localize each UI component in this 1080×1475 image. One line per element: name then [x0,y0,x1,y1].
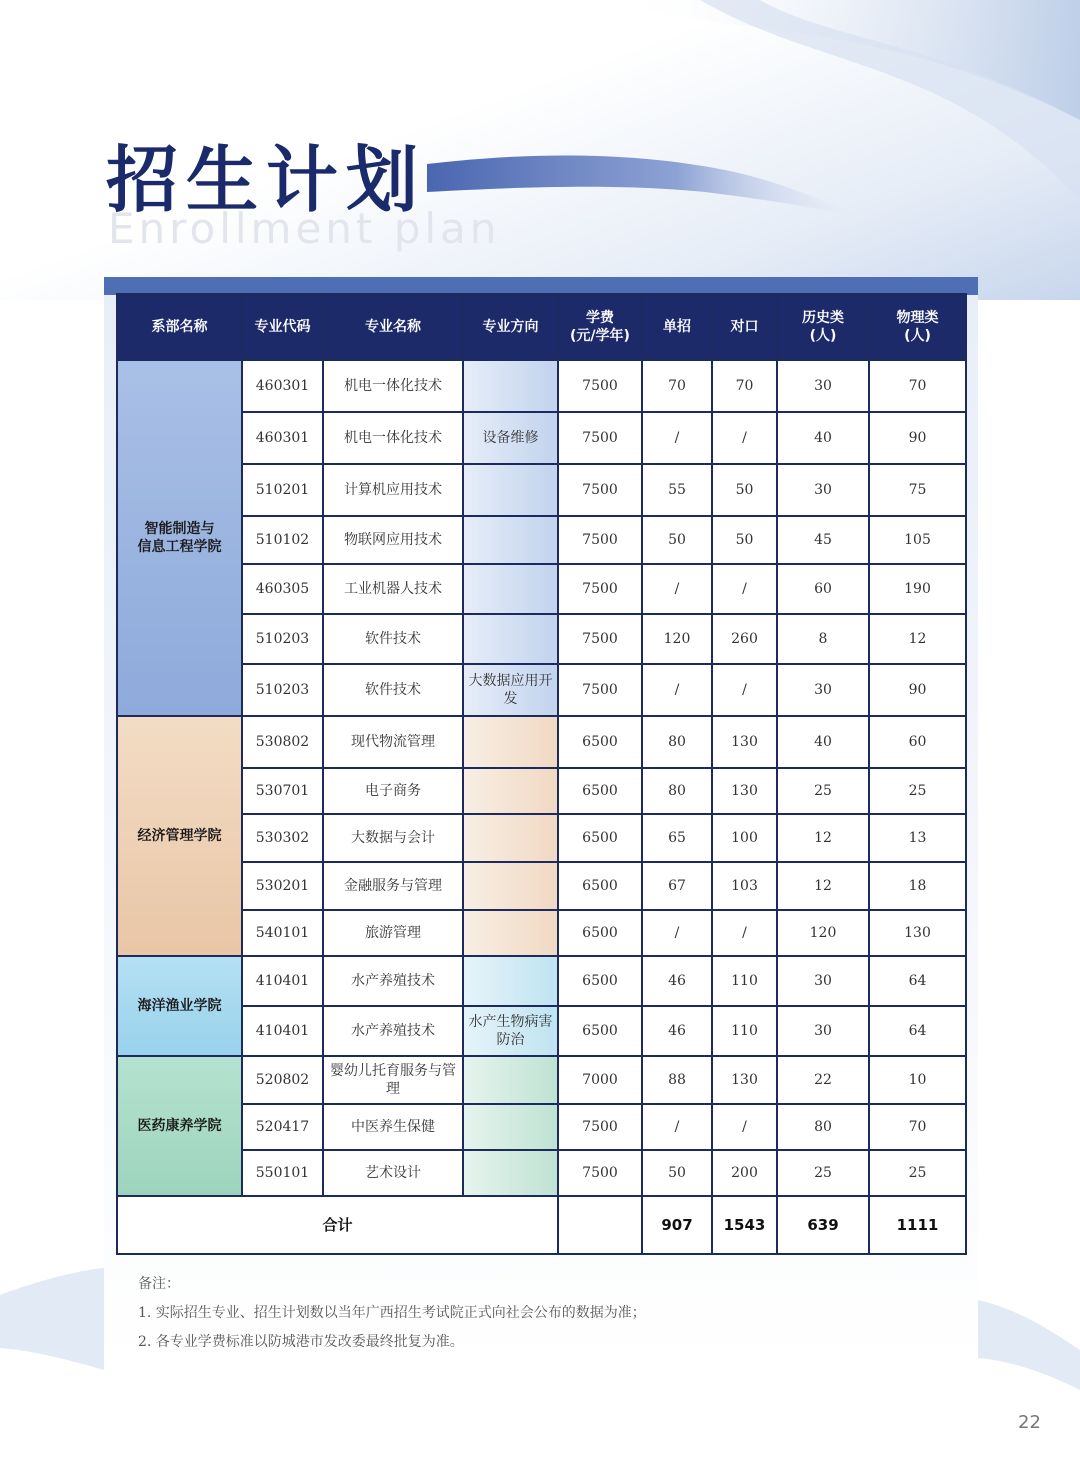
table-row [117,956,966,1006]
cell-physics: 75 [869,464,966,516]
cell-code: 530201 [242,862,323,910]
header-fee-line2: (元/学年) [570,328,630,344]
cell-physics: 190 [869,564,966,614]
cell-single: 65 [642,814,712,862]
cell-fee: 7000 [558,1056,642,1104]
cell-fee: 7500 [558,564,642,614]
footer-wave-decoration [0,1240,1080,1475]
cell-code: 530701 [242,768,323,814]
cell-code: 530802 [242,716,323,768]
cell-history: 40 [777,412,869,464]
page-number: 22 [1018,1412,1041,1433]
page-subtitle: Enrollment plan [108,204,501,253]
cell-single: 80 [642,768,712,814]
notes-line-1: 1. 实际招生专业、招生计划数以当年广西招生考试院正式向社会公布的数据为准； [138,1305,646,1321]
cell-code: 510203 [242,664,323,716]
cell-single: 67 [642,862,712,910]
cell-direction: 大数据应用开发 [463,664,558,716]
cell-dual: 110 [712,956,777,1006]
cell-fee: 7500 [558,614,642,664]
cell-dual: 110 [712,1006,777,1056]
cell-dual: / [712,1104,777,1150]
cell-single: 80 [642,716,712,768]
cell-code: 520417 [242,1104,323,1150]
table-row [117,564,966,614]
cell-major: 水产养殖技术 [323,956,463,1006]
header-history-line1: 历史类 [802,310,844,326]
cell-major: 中医养生保健 [323,1104,463,1150]
cell-code: 460305 [242,564,323,614]
cell-physics: 18 [869,862,966,910]
cell-dual: 130 [712,768,777,814]
table-header-row [117,294,966,360]
cell-fee: 7500 [558,1104,642,1150]
cell-direction: 设备维修 [463,412,558,464]
dept-name-line1: 智能制造与 [144,521,215,537]
cell-dual: 130 [712,1056,777,1104]
cell-major: 机电一体化技术 [323,360,463,412]
header-physics-line1: 物理类 [896,310,939,326]
cell-physics: 70 [869,1104,966,1150]
table-row [117,516,966,564]
cell-code: 530302 [242,814,323,862]
cell-fee: 7500 [558,1150,642,1196]
header-dual: 对口 [712,294,777,360]
header-physics-line2: (人) [904,328,931,344]
cell-fee: 6500 [558,862,642,910]
cell-history: 45 [777,516,869,564]
cell-major: 机电一体化技术 [323,412,463,464]
cell-code: 410401 [242,956,323,1006]
cell-physics: 25 [869,768,966,814]
cell-history: 80 [777,1104,869,1150]
cell-fee: 6500 [558,814,642,862]
table-row [117,716,966,768]
cell-dual: / [712,412,777,464]
table-row [117,360,966,412]
enrollment-table [116,293,967,1255]
cell-fee: 6500 [558,768,642,814]
cell-physics: 130 [869,910,966,956]
cell-dual: 70 [712,360,777,412]
cell-history: 30 [777,1006,869,1056]
cell-major: 现代物流管理 [323,716,463,768]
cell-single: 46 [642,956,712,1006]
cell-major: 软件技术 [323,664,463,716]
cell-major: 物联网应用技术 [323,516,463,564]
cell-fee: 6500 [558,956,642,1006]
cell-direction [463,1056,558,1104]
cell-major: 电子商务 [323,768,463,814]
cell-history: 12 [777,814,869,862]
cell-history: 40 [777,716,869,768]
cell-direction: 水产生物病害防治 [463,1006,558,1056]
cell-code: 460301 [242,412,323,464]
cell-physics: 90 [869,664,966,716]
cell-code: 520802 [242,1056,323,1104]
total-history: 639 [777,1196,869,1254]
table-row [117,664,966,716]
cell-dual: / [712,664,777,716]
header-code: 专业代码 [242,294,323,360]
cell-physics: 10 [869,1056,966,1104]
cell-dual: 200 [712,1150,777,1196]
cell-direction [463,862,558,910]
cell-single: / [642,1104,712,1150]
cell-fee: 6500 [558,910,642,956]
cell-physics: 105 [869,516,966,564]
cell-major: 大数据与会计 [323,814,463,862]
total-label: 合计 [117,1196,558,1254]
cell-direction [463,1150,558,1196]
cell-physics: 12 [869,614,966,664]
cell-fee: 6500 [558,1006,642,1056]
cell-major: 旅游管理 [323,910,463,956]
header-history [777,294,869,360]
cell-direction [463,1104,558,1150]
header-history-line2: (人) [809,328,837,344]
dept-cell [117,360,242,716]
cell-physics: 60 [869,716,966,768]
cell-direction [463,516,558,564]
header-single: 单招 [642,294,712,360]
cell-dual: 260 [712,614,777,664]
cell-physics: 90 [869,412,966,464]
cell-fee: 7500 [558,664,642,716]
dept-cell [117,956,242,1056]
cell-single: / [642,910,712,956]
cell-dual: 50 [712,516,777,564]
header-fee [558,294,642,360]
page-title: 招生计划 [106,138,427,222]
cell-physics: 25 [869,1150,966,1196]
header-physics [869,294,966,360]
cell-physics: 70 [869,360,966,412]
cell-major: 金融服务与管理 [323,862,463,910]
dept-name-line1: 医药康养学院 [137,1118,222,1134]
dept-name-line1: 海洋渔业学院 [137,998,222,1014]
cell-single: 55 [642,464,712,516]
cell-history: 8 [777,614,869,664]
notes-heading: 备注： [138,1276,180,1292]
cell-single: 50 [642,516,712,564]
cell-major: 计算机应用技术 [323,464,463,516]
cell-dual: 130 [712,716,777,768]
cell-direction [463,814,558,862]
header-fee-line1: 学费 [586,310,614,326]
cell-major: 婴幼儿托育服务与管理 [323,1056,463,1104]
total-physics: 1111 [869,1196,966,1254]
table-row [117,1104,966,1150]
cell-history: 25 [777,1150,869,1196]
cell-code: 460301 [242,360,323,412]
cell-single: 70 [642,360,712,412]
cell-history: 30 [777,464,869,516]
cell-history: 30 [777,956,869,1006]
cell-major: 水产养殖技术 [323,1006,463,1056]
table-row [117,1150,966,1196]
cell-physics: 64 [869,1006,966,1056]
cell-single: 50 [642,1150,712,1196]
cell-code: 510201 [242,464,323,516]
cell-direction [463,464,558,516]
cell-single: / [642,564,712,614]
cell-major: 工业机器人技术 [323,564,463,614]
cell-physics: 13 [869,814,966,862]
cell-major: 软件技术 [323,614,463,664]
cell-fee: 7500 [558,464,642,516]
cell-direction [463,360,558,412]
cell-physics: 64 [869,956,966,1006]
cell-history: 30 [777,360,869,412]
total-dual: 1543 [712,1196,777,1254]
cell-dual: 50 [712,464,777,516]
dept-name-line1: 经济管理学院 [137,828,222,844]
table-row [117,910,966,956]
cell-direction [463,768,558,814]
dept-cell [117,716,242,956]
cell-history: 60 [777,564,869,614]
cell-code: 510102 [242,516,323,564]
cell-direction [463,614,558,664]
cell-single: / [642,664,712,716]
cell-single: 120 [642,614,712,664]
table-row [117,1056,966,1104]
cell-direction [463,956,558,1006]
dept-name-line2: 信息工程学院 [137,539,222,555]
cell-dual: / [712,910,777,956]
dept-cell [117,1056,242,1196]
cell-fee: 7500 [558,412,642,464]
cell-fee: 6500 [558,716,642,768]
cell-history: 22 [777,1056,869,1104]
header-direction: 专业方向 [463,294,558,360]
notes-line-2: 2. 各专业学费标准以防城港市发改委最终批复为准。 [138,1334,464,1350]
cell-code: 510203 [242,614,323,664]
cell-code: 550101 [242,1150,323,1196]
cell-code: 410401 [242,1006,323,1056]
cell-history: 25 [777,768,869,814]
cell-single: / [642,412,712,464]
table-row [117,1006,966,1056]
cell-dual: 100 [712,814,777,862]
table-row [117,768,966,814]
cell-direction [463,910,558,956]
cell-history: 12 [777,862,869,910]
cell-dual: / [712,564,777,614]
cell-dual: 103 [712,862,777,910]
cell-history: 120 [777,910,869,956]
table-row [117,412,966,464]
header-dept: 系部名称 [117,294,242,360]
total-single: 907 [642,1196,712,1254]
cell-fee: 7500 [558,360,642,412]
table-row [117,464,966,516]
cell-direction [463,564,558,614]
cell-history: 30 [777,664,869,716]
table-row [117,814,966,862]
cell-code: 540101 [242,910,323,956]
cell-single: 46 [642,1006,712,1056]
cell-direction [463,716,558,768]
header-major: 专业名称 [323,294,463,360]
cell-major: 艺术设计 [323,1150,463,1196]
cell-fee: 7500 [558,516,642,564]
table-row [117,614,966,664]
table-row [117,862,966,910]
cell-single: 88 [642,1056,712,1104]
